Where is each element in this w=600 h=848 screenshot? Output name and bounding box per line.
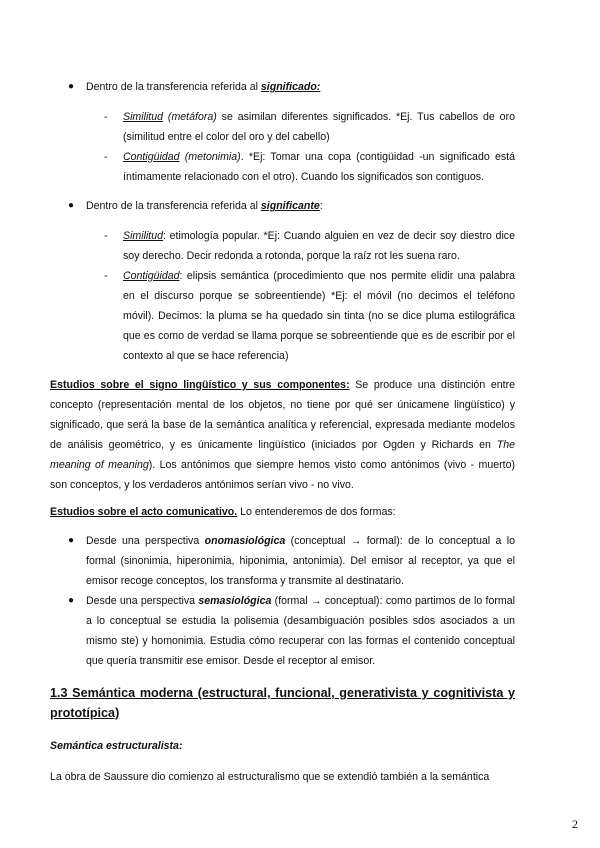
item-text: : etimología popular. *Ej: Cuando alguien en vez de decir soy diestro dice soy derecho. Decir redonda a rotonda, porque la raíz rot les suena raro. bbox=[123, 230, 515, 262]
dash-icon: - bbox=[104, 151, 108, 163]
bullet-text: (formal → conceptual): como partimos de lo formal a lo conceptual se estudia la polisemia (desambiguación posibles sdos asociados a un mismo ste) y homonimia. Estudia cómo recuperar con las formas el contenido conceptual que quería transmitir ese emisor. Desde el receptor al emisor. bbox=[86, 595, 515, 667]
bullet-text: (conceptual → formal): de lo conceptual a lo formal (sinonimia, hiperonimia, hiponimia, antonimia). Del emisor al receptor, ya que el emisor recoge conceptos, los transforma y transmite al destinatario. bbox=[86, 535, 515, 587]
item-text: : elipsis semántica (procedimiento que nos permite elidir una palabra en el discurso porque se sobreentiende) *Ej: el móvil (no decimos el teléfono móvil). Decimos: la pluma se ha quedado sin tinta (no se dice pluma estilográfica que es como de verdad se llama porque se sobreentiende que es de escribir por el contexto al que se hace referencia) bbox=[123, 270, 515, 362]
book-title: The meaning of meaning bbox=[50, 439, 515, 471]
item-text: . *Ej: Tomar una copa (contigüidad -un significado está íntimamente relacionado con el otro). Cuando los significados son contiguos. bbox=[123, 151, 515, 183]
bullet-icon: ● bbox=[68, 595, 75, 606]
paragraph-acto-comunicativo bbox=[50, 502, 515, 522]
heading-signo: Estudios sobre el signo lingüístico y sus componentes: bbox=[50, 379, 350, 391]
term-semasiologica: semasiológica bbox=[198, 595, 272, 607]
heading-acto: Estudios sobre el acto comunicativo. bbox=[50, 506, 238, 518]
bullet-text: Desde una perspectiva bbox=[86, 535, 205, 547]
term-similitud: Similitud bbox=[123, 230, 164, 242]
bullet-icon: ● bbox=[68, 200, 75, 211]
term-significado: significado: bbox=[260, 81, 321, 93]
bullet-significado bbox=[86, 77, 526, 97]
term-paren: (metonimia) bbox=[179, 151, 241, 163]
subheading-semantica-estructuralista: Semántica estructuralista: bbox=[50, 740, 183, 752]
bullet-significante bbox=[86, 196, 526, 216]
bullet-text: Desde una perspectiva bbox=[86, 595, 199, 607]
page-number: 2 bbox=[572, 817, 578, 831]
term-paren: (metáfora) bbox=[163, 111, 217, 123]
bullet-icon: ● bbox=[68, 535, 75, 546]
term-similitud: Similitud bbox=[123, 111, 164, 123]
bullet-text: Dentro de la transferencia referida al bbox=[86, 200, 261, 212]
paragraph-saussure: La obra de Saussure dio comienzo al estructuralismo que se extendió también a la semántica bbox=[50, 771, 490, 783]
para-text: Se produce una distinción entre concepto (representación mental de los objetos, no tiene por qué ser únicamene lingüístico) y significado, que será la base de la semántica analítica y referencial, expresada mediante modelos de análisis geométrico, y es únicamente lingüístico (iniciados por Ogden y Richards en bbox=[50, 379, 515, 451]
dash-icon: - bbox=[104, 230, 108, 242]
term-significante: significante bbox=[260, 200, 320, 212]
bullet-semasiologica bbox=[86, 591, 515, 671]
sub-item-contiguidad-metonimia bbox=[123, 147, 515, 187]
bullet-text: Dentro de la transferencia referida al bbox=[86, 81, 261, 93]
dash-icon: - bbox=[104, 270, 108, 282]
punct: : bbox=[319, 200, 323, 212]
term-contiguidad: Contigüidad bbox=[123, 270, 180, 282]
bullet-icon: ● bbox=[68, 81, 75, 92]
item-text: se asimilan diferentes significados. *Ej. Tus cabellos de oro (similitud entre el color del oro y del cabello) bbox=[123, 111, 515, 143]
bullet-onomasiologica bbox=[86, 531, 515, 591]
dash-icon: - bbox=[104, 111, 108, 123]
para-text: Lo entenderemos de dos formas: bbox=[237, 506, 396, 518]
term-contiguidad: Contigüidad bbox=[123, 151, 180, 163]
paragraph-signo-linguistico bbox=[50, 375, 515, 495]
term-onomasiologica: onomasiológica bbox=[204, 535, 286, 547]
para-text: ). Los antónimos que siempre hemos visto como antónimos (vivo - muerto) son conceptos, y los verdaderos antónimos serían vivo - no vivo. bbox=[50, 459, 515, 491]
sub-item-similitud-metafora bbox=[123, 107, 515, 147]
section-heading-1-3: 1.3 Semántica moderna (estructural, funcional, generativista y cognitivista y prototípica) bbox=[50, 686, 515, 720]
sub-item-similitud-etimologia bbox=[123, 226, 515, 266]
sub-item-contiguidad-elipsis bbox=[123, 266, 515, 366]
